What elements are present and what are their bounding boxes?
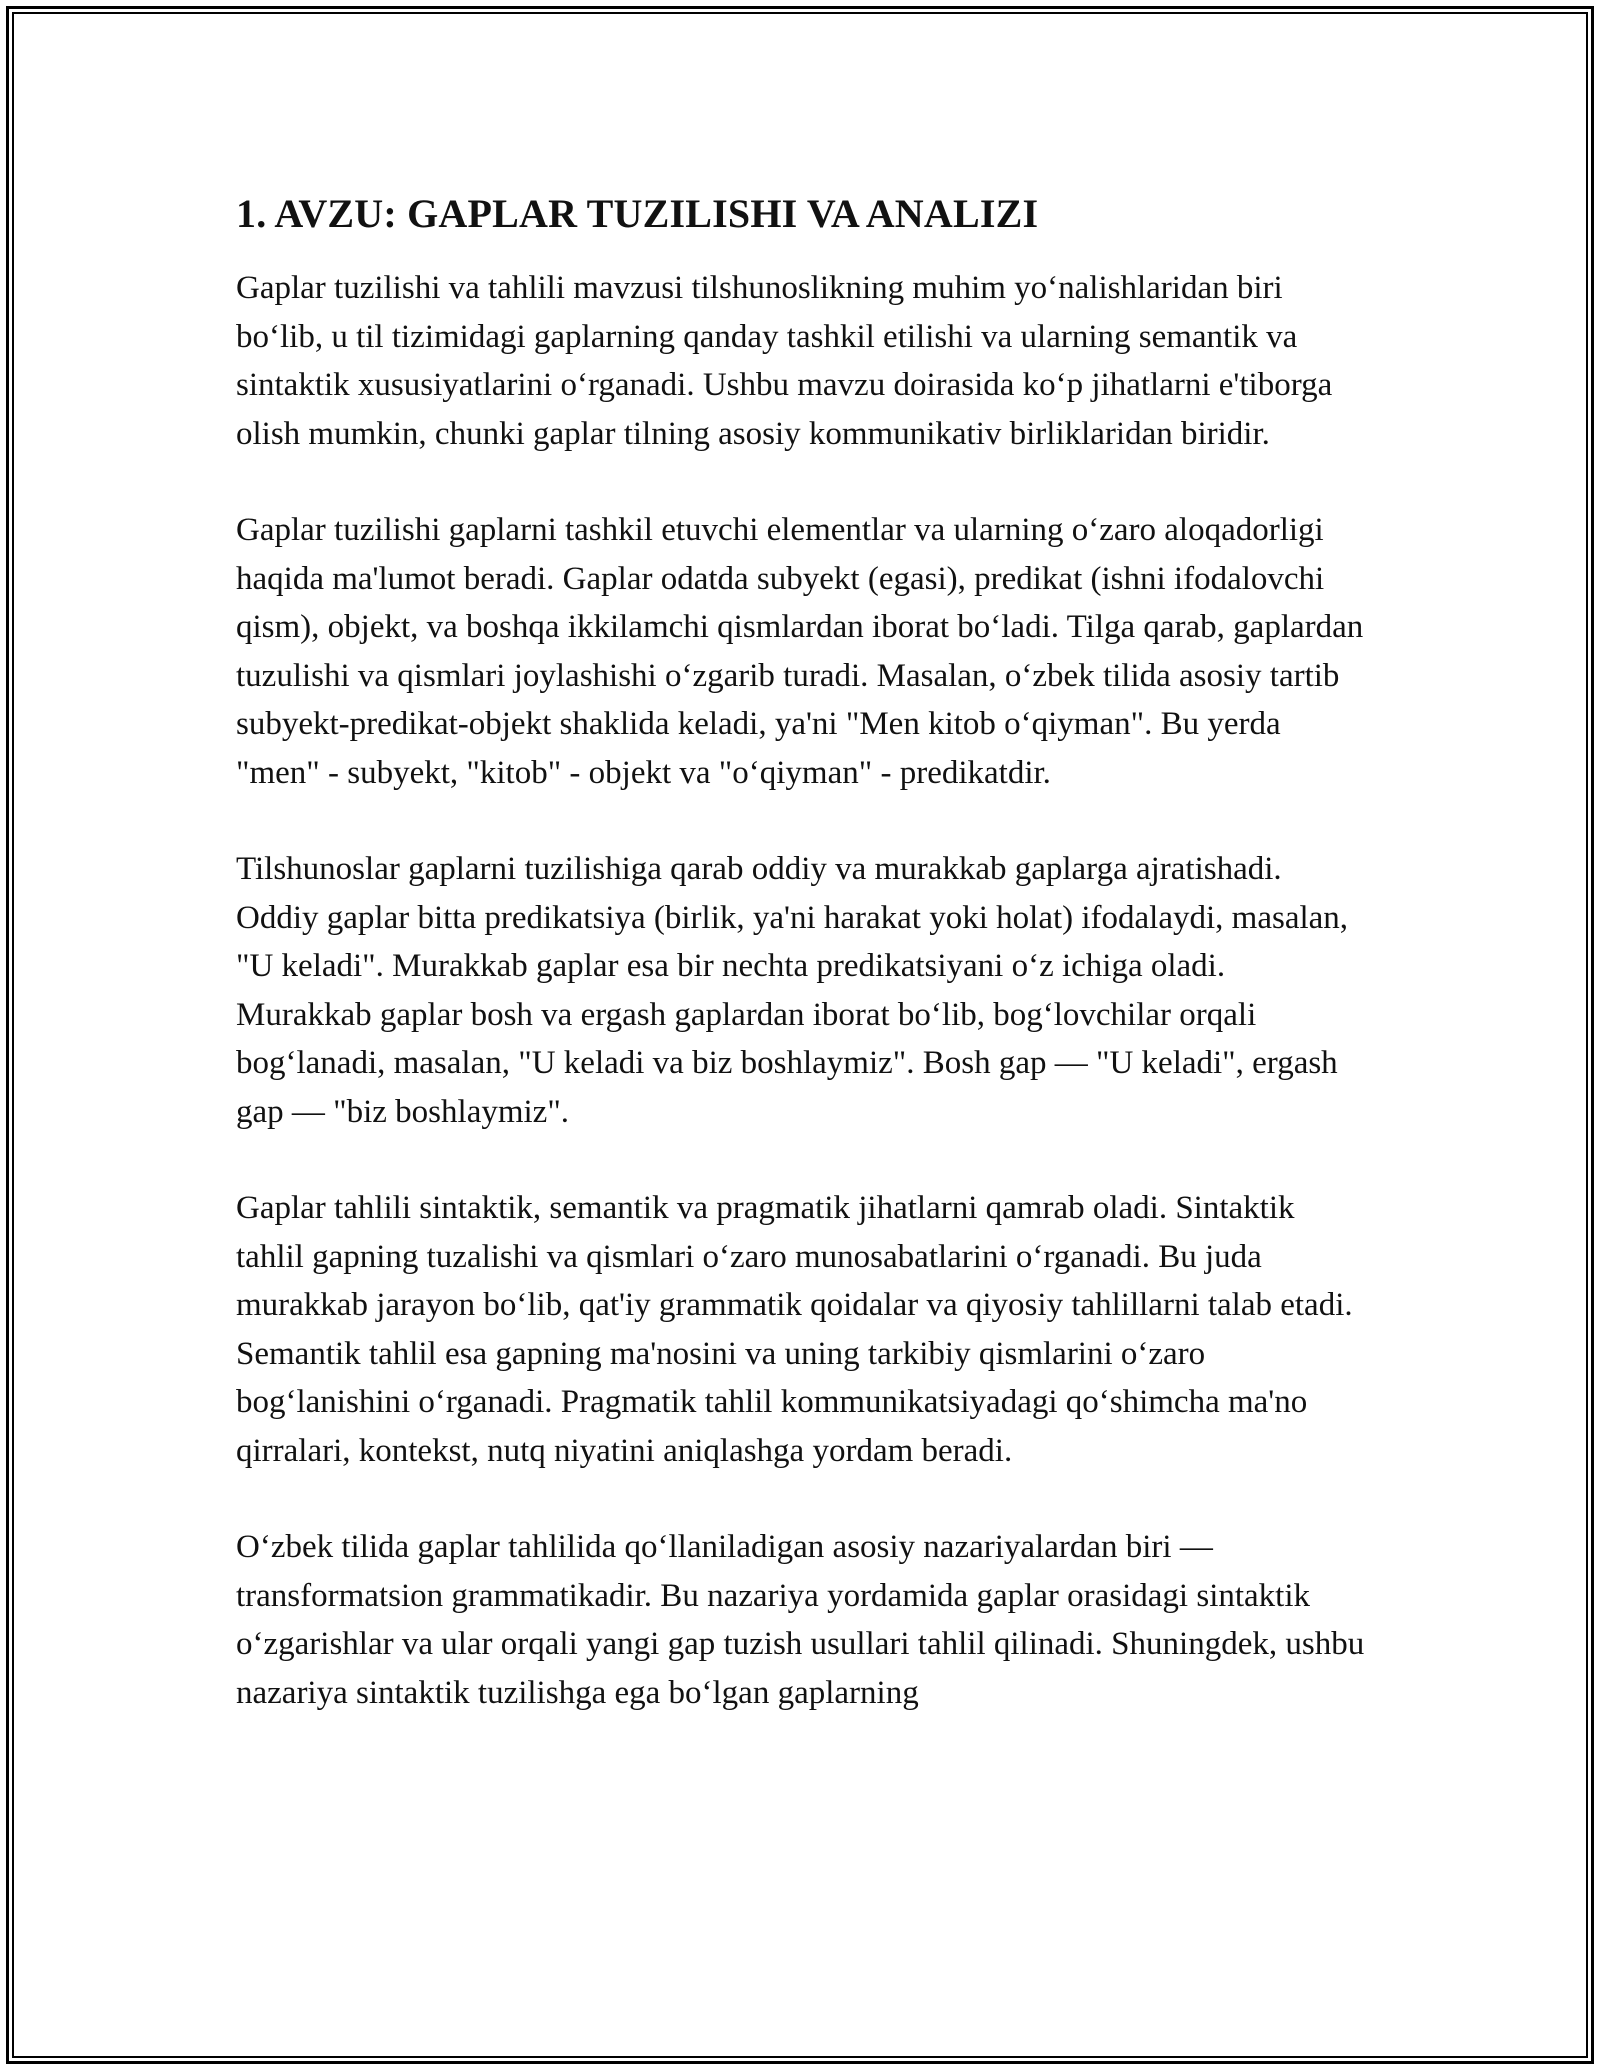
paragraph-4: Gaplar tahlili sintaktik, semantik va pragmatik jihatlarni qamrab oladi. Sintaktik tahlil gapning tuzalishi va qismlari o‘zaro munosabatlarini o‘rganadi. Bu juda murakkab jarayon bo‘lib, qat'iy grammatik qoidalar va qiyosiy tahlillarni talab etadi. Semantik tahlil esa gapning ma'nosini va uning tarkibiy qismlarini o‘zaro bog‘lanishini o‘rganadi. Pragmatik tahlil kommunikatsiyadagi qo‘shimcha ma'no qirralari, kontekst, nutq niyatini aniqlashga yordam beradi. — [236, 1190, 1353, 1469]
paragraph-5: O‘zbek tilida gaplar tahlilida qo‘llaniladigan asosiy nazariyalardan biri — transformatsion grammatikadir. Bu nazariya yordamida gaplar orasidagi sintaktik o‘zgarishlar va ular orqali yangi gap tuzish usullari tahlil qilinadi. Shuningdek, ushbu nazariya sintaktik tuzilishga ega bo‘lgan gaplarning — [236, 1529, 1365, 1711]
document-title: 1. AVZU: GAPLAR TUZILISHI VA ANALIZI — [236, 191, 1039, 236]
paragraph-1: Gaplar tuzilishi va tahlili mavzusi tilshunoslikning muhim yo‘nalishlaridan biri bo‘lib, u til tizimidagi gaplarning qanday tashkil etilishi va ularning semantik va sintaktik xususiyatlarini o‘rganadi. Ushbu mavzu doirasida ko‘p jihatlarni e'tiborga olish mumkin, chunki gaplar tilning asosiy kommunikativ birliklaridan biridir. — [236, 270, 1333, 452]
paragraph-2: Gaplar tuzilishi gaplarni tashkil etuvchi elementlar va ularning o‘zaro aloqadorligi haqida ma'lumot beradi. Gaplar odatda subyekt (egasi), predikat (ishni ifodalovchi qism), objekt, va boshqa ikkilamchi qismlardan iborat bo‘ladi. Tilga qarab, gaplardan tuzulishi va qismlari joylashishi o‘zgarib turadi. Masalan, o‘zbek tilida asosiy tartib subyekt-predikat-objekt shaklida keladi, ya'ni "Men kitob o‘qiyman". Bu yerda "men" - subyekt, "kitob" - objekt va "o‘qiyman" - predikatdir. — [236, 512, 1364, 791]
paragraph-3: Tilshunoslar gaplarni tuzilishiga qarab oddiy va murakkab gaplarga ajratishadi. Oddiy gaplar bitta predikatsiya (birlik, ya'ni harakat yoki holat) ifodalaydi, masalan, "U keladi". Murakkab gaplar esa bir nechta predikatsiyani o‘z ichiga oladi. Murakkab gaplar bosh va ergash gaplardan iborat bo‘lib, bog‘lovchilar orqali bog‘lanadi, masalan, "U keladi va biz boshlaymiz". Bosh gap — "U keladi", ergash gap — "biz boshlaymiz". — [236, 851, 1349, 1130]
document-body — [236, 188, 1366, 1765]
